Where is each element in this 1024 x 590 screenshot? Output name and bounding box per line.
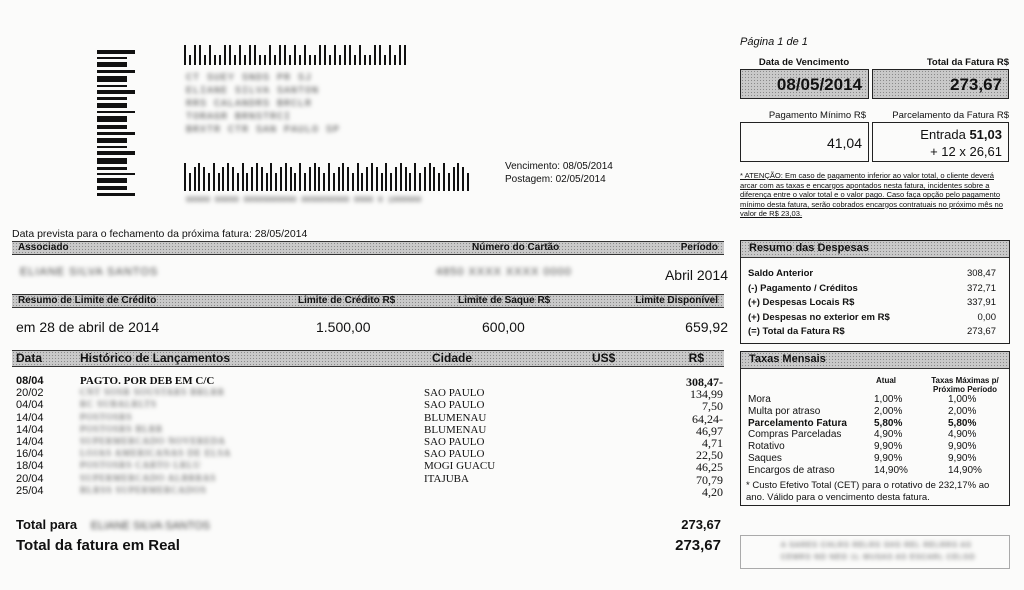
limites-header	[12, 294, 724, 308]
barcode-bar	[97, 158, 127, 164]
resumo-label: (+) Despesas Locais R$	[748, 297, 855, 308]
resumo-label: (=) Total da Fatura R$	[748, 326, 845, 337]
taxa-atual: 5,80%	[874, 417, 903, 429]
barcode-bar	[203, 167, 205, 191]
barcode-bar	[389, 45, 391, 65]
lancamento-valor: 4,71	[702, 436, 723, 450]
barcode-bar	[189, 173, 191, 191]
barcode-bar	[269, 45, 271, 65]
barcode-bar	[328, 163, 330, 191]
barcode-bar	[219, 55, 221, 65]
barcode-bar	[329, 55, 331, 65]
cartao-number: 4850 XXXX XXXX 0000	[436, 266, 572, 278]
barcode-bar	[97, 57, 127, 59]
barcode-bar	[323, 173, 325, 191]
col-brl: R$	[688, 351, 704, 365]
barcode-bar	[97, 97, 127, 100]
barcode-bar	[97, 146, 127, 148]
barcode-bar	[381, 173, 383, 191]
barcode-bar	[342, 163, 344, 191]
barcode-bar	[184, 45, 186, 65]
barcode-bar	[266, 173, 268, 191]
periodo-value: Abril 2014	[664, 267, 728, 283]
footer-line: A SARES CHLRS RELRS SHS REL RELRRS AS	[781, 542, 972, 549]
barcode-bar	[254, 45, 256, 65]
taxa-label: Rotativo	[748, 441, 785, 453]
barcode-bar	[285, 163, 287, 191]
barcode-bar	[344, 45, 346, 65]
taxas-title-bar	[741, 352, 1009, 369]
barcode-bar	[259, 55, 261, 65]
barcode-bar	[404, 45, 406, 65]
barcode-bar	[364, 55, 366, 65]
barcode-bar	[274, 55, 276, 65]
lancamento-cidade: SAO PAULO	[424, 448, 485, 461]
total-para-value: 273,67	[681, 517, 721, 532]
barcode-bar	[275, 173, 277, 191]
barcode-bar	[237, 173, 239, 191]
barcode-bar	[371, 163, 373, 191]
lancamento-valor: 308,47-	[686, 375, 723, 389]
barcode-bar	[429, 163, 431, 191]
barcode-bar	[319, 45, 321, 65]
barcode-bar	[347, 167, 349, 191]
associado-name: ELIANE SILVA SANTOS	[20, 266, 159, 278]
lancamento-row	[16, 399, 723, 414]
barcode-bar	[414, 163, 416, 191]
limite-data: em 28 de abril de 2014	[16, 319, 160, 335]
barcode-bar	[299, 163, 301, 191]
barcode-bar	[419, 173, 421, 191]
barcode-bar	[462, 167, 464, 191]
limite-disponivel-value: 659,92	[685, 319, 728, 335]
barcode-bar	[333, 173, 335, 191]
taxa-label: Mora	[748, 394, 771, 405]
lancamento-valor: 7,50	[702, 399, 723, 414]
barcode-bar	[222, 167, 224, 191]
lancamento-data: 25/04	[16, 484, 44, 497]
taxa-max: 14,90%	[948, 464, 982, 476]
total-real-value: 273,67	[675, 537, 721, 554]
taxa-row	[748, 418, 1008, 430]
taxa-label: Encargos de atraso	[748, 464, 835, 476]
barcode-bar	[194, 167, 196, 191]
lancamento-cidade: SAO PAULO	[424, 387, 485, 400]
cet-note: * Custo Efetivo Total (CET) para o rotativo de 232,17% ao ano. Válido para o vencimento desta fatura.	[746, 480, 990, 503]
taxa-row	[748, 429, 1008, 441]
lancamento-row	[16, 473, 723, 485]
barcode-bar	[97, 76, 127, 82]
resumo-despesas-title-bar	[741, 241, 1009, 258]
barcode-bar	[433, 167, 435, 191]
resumo-despesas-title: Resumo das Despesas	[749, 242, 869, 254]
parcelamento-box	[872, 122, 1009, 162]
barcode-bar	[97, 103, 127, 108]
barcode-bar	[384, 55, 386, 65]
atencao-note: * ATENÇÃO: Em caso de pagamento inferior ao valor total, o cliente deverá arcar com as taxas e encargos apontados nesta fatura, incidentes sobre a diferença entre o valor total e o valor pago. Caso faça opção pelo pagamento mínimo desta fatura, serão cobrados encargos contratuais no próximo mês no valor de R$ 23,03.	[740, 171, 1003, 219]
barcode-bar	[289, 55, 291, 65]
lancamento-row	[16, 448, 723, 463]
lancamento-cidade: MOGI GUACU	[424, 460, 496, 473]
barcode-bar	[357, 163, 359, 191]
taxa-max: 2,00%	[948, 405, 977, 417]
associado-header	[12, 241, 724, 255]
barcode-bar	[361, 173, 363, 191]
barcode-bar	[97, 132, 135, 135]
barcode-bar	[242, 163, 244, 191]
total-fatura-box	[872, 69, 1009, 99]
taxa-atual: 1,00%	[874, 394, 903, 405]
taxa-row	[748, 406, 1008, 418]
taxas-col-max: Taxas Máximas p/ Próximo Período	[931, 376, 999, 394]
barcode-bar	[304, 173, 306, 191]
barcode-bar	[208, 173, 210, 191]
barcode-bar	[374, 45, 376, 65]
lancamento-row	[16, 460, 723, 475]
barcode-bar	[318, 167, 320, 191]
barcode-bar	[244, 55, 246, 65]
barcode-bar	[239, 45, 241, 65]
address-line: TORAGR BRNSTRCI	[186, 112, 292, 123]
barcode-bar	[379, 45, 381, 65]
barcode-bar	[256, 163, 258, 191]
resumo-value: 0,00	[977, 311, 996, 323]
barcode-bar	[194, 45, 196, 65]
pagamento-minimo-title: Pagamento Mínimo R$	[768, 110, 866, 121]
barcode-bar	[199, 45, 201, 65]
taxa-label: Saques	[748, 453, 782, 464]
lancamento-data: 20/02	[16, 387, 44, 400]
barcode-bar	[209, 45, 211, 65]
resumo-row	[748, 326, 996, 337]
barcode-bar	[424, 167, 426, 191]
barcode-bar	[390, 173, 392, 191]
resumo-label: (+) Despesas no exterior em R$	[748, 311, 890, 323]
taxa-row	[748, 465, 1008, 477]
limite-saque-value: 600,00	[482, 319, 525, 335]
barcode-bar	[314, 55, 316, 65]
lancamento-data: 14/04	[16, 411, 44, 424]
limite-disponivel-label: Limite Disponível	[635, 295, 718, 306]
barcode-bar	[218, 173, 220, 191]
lancamento-historico: POSTOSRS BLRR	[80, 423, 164, 434]
barcode-bar	[280, 167, 282, 191]
resumo-row	[748, 297, 996, 308]
vertical-barcode	[97, 50, 135, 210]
barcode-bar	[400, 163, 402, 191]
taxa-max: 9,90%	[948, 453, 977, 464]
lancamento-row	[16, 485, 723, 497]
total-real-label: Total da fatura em Real	[16, 537, 180, 554]
barcode-bar	[249, 45, 251, 65]
taxa-max: 1,00%	[948, 394, 977, 405]
resumo-row	[748, 283, 996, 294]
limite-credito-value: 1.500,00	[316, 319, 371, 335]
taxa-atual: 9,90%	[874, 441, 903, 453]
barcode-bar	[224, 45, 226, 65]
total-para-row	[16, 517, 721, 532]
barcode-bar	[97, 90, 135, 94]
taxa-label: Compras Parceladas	[748, 429, 842, 441]
barcode-bar	[395, 167, 397, 191]
barcode-bar	[299, 55, 301, 65]
lancamento-valor: 46,97	[696, 423, 723, 438]
lancamento-cidade: SAO PAULO	[424, 399, 485, 412]
barcode-bar	[309, 167, 311, 191]
taxa-max: 9,90%	[948, 441, 977, 453]
lancamento-historico: SUPERMERCADO NOVEREDA	[80, 436, 226, 446]
lancamento-historico: RC SUBALRLTS	[80, 399, 157, 410]
lancamento-row	[16, 436, 723, 448]
col-historico: Histórico de Lançamentos	[80, 351, 231, 365]
resumo-limite-label: Resumo de Limite de Crédito	[18, 295, 157, 306]
fechamento-text: Data prevista para o fechamento da próxima fatura: 28/05/2014	[12, 228, 308, 240]
associado-label: Associado	[18, 242, 69, 253]
barcode-bar	[97, 111, 135, 113]
footer-message-box	[740, 535, 1010, 569]
barcode-bar	[261, 167, 263, 191]
lancamento-data: 08/04	[16, 375, 44, 387]
col-data: Data	[16, 351, 43, 365]
lancamento-historico: BLRSS SUPERMERCADOS	[80, 484, 207, 495]
barcode-bar	[279, 45, 281, 65]
postal-barcode	[184, 163, 474, 191]
lancamento-cidade: BLUMENAU	[424, 423, 487, 436]
barcode-bar	[294, 45, 296, 65]
resumo-label: Saldo Anterior	[748, 268, 814, 279]
lancamento-valor: 46,25	[696, 460, 723, 475]
barcode-bar	[97, 50, 135, 54]
lancamento-row	[16, 375, 723, 387]
taxa-row	[748, 441, 1008, 453]
col-usd: US$	[592, 351, 616, 365]
barcode-bar	[189, 55, 191, 65]
barcode-bar	[366, 167, 368, 191]
vencimento-box	[740, 69, 869, 99]
lancamentos-header	[12, 350, 724, 367]
vencimento-text: Vencimento: 08/05/2014	[505, 161, 613, 172]
barcode-bar	[97, 178, 127, 183]
barcode-bar	[324, 45, 326, 65]
total-fatura-title: Total da Fatura R$	[926, 57, 1009, 68]
address-line: BRXTR CTR SAN PAULO SP	[186, 125, 341, 136]
lancamento-cidade: SAO PAULO	[424, 436, 485, 448]
barcode-bar	[394, 55, 396, 65]
barcode-bar	[213, 163, 215, 191]
lancamento-historico: POSTOSRS CARTO LRLU	[80, 460, 202, 471]
barcode-bar	[453, 167, 455, 191]
address-line: ELIANE SILVA SANTON	[186, 86, 320, 97]
lancamento-data: 04/04	[16, 399, 44, 412]
lancamento-row	[16, 387, 723, 402]
resumo-row	[748, 268, 996, 279]
barcode-bar	[334, 45, 336, 65]
barcode-bar	[232, 167, 234, 191]
barcode-caption: 00000 00000 00000000000 0000000000 0000 0 1000000	[186, 196, 422, 205]
barcode-bar	[227, 163, 229, 191]
resumo-value: 273,67	[966, 326, 996, 337]
taxa-atual: 14,90%	[874, 464, 908, 476]
barcode-bar	[97, 151, 135, 155]
barcode-bar	[354, 55, 356, 65]
lancamento-historico: SUPERMERCADO ALBRRAS	[80, 472, 217, 483]
barcode-bar	[97, 186, 127, 190]
barcode-bar	[376, 167, 378, 191]
barcode-bar	[251, 167, 253, 191]
lancamento-data: 18/04	[16, 460, 44, 473]
barcode-bar	[338, 167, 340, 191]
barcode-bar	[339, 55, 341, 65]
parcelamento-line2: + 12 x 26,61	[930, 144, 1002, 159]
barcode-bar	[448, 173, 450, 191]
parcelamento-line1	[920, 127, 1002, 142]
barcode-bar	[294, 173, 296, 191]
barcode-bar	[97, 62, 127, 67]
barcode-bar	[438, 173, 440, 191]
vencimento-value: 08/05/2014	[776, 75, 862, 94]
barcode-bar	[97, 173, 135, 175]
barcode-bar	[264, 55, 266, 65]
resumo-row	[748, 312, 996, 323]
lancamento-row	[16, 412, 723, 424]
barcode-bar	[290, 167, 292, 191]
cartao-label: Número do Cartão	[472, 242, 560, 253]
lancamento-historico: LOJAS AMERICANAS DE ELSA	[80, 448, 232, 459]
limite-credito-label: Limite de Crédito R$	[298, 295, 396, 306]
barcode-bar	[234, 55, 236, 65]
barcode-bar	[204, 55, 206, 65]
lancamento-valor: 22,50	[696, 448, 723, 463]
lancamento-valor: 70,79	[696, 472, 723, 487]
barcode-bar	[467, 173, 469, 191]
parcelamento-entrada-value: 51,03	[969, 127, 1002, 142]
barcode-bar	[97, 70, 135, 73]
total-real-row	[16, 537, 721, 554]
periodo-label: Período	[680, 242, 718, 253]
barcode-bar	[184, 163, 186, 191]
col-cidade: Cidade	[432, 351, 473, 365]
pagamento-minimo-box	[740, 122, 869, 162]
taxa-max: 5,80%	[948, 417, 977, 429]
barcode-bar	[457, 163, 459, 191]
taxa-max: 4,90%	[948, 429, 977, 441]
lancamento-historico: PAGTO. POR DEB EM C/C	[80, 375, 215, 387]
total-para-name: ELIANE SILVA SANTOS	[90, 520, 211, 532]
postagem-text: Postagem: 02/05/2014	[505, 174, 606, 185]
barcode-bar	[443, 163, 445, 191]
taxa-label: Parcelamento Fatura	[748, 417, 847, 429]
barcode-bar	[309, 55, 311, 65]
taxas-title: Taxas Mensais	[749, 353, 826, 365]
top-barcode	[184, 45, 444, 67]
parcelamento-title: Parcelamento da Fatura R$	[892, 110, 1009, 121]
lancamento-data: 14/04	[16, 436, 44, 448]
barcode-bar	[97, 138, 127, 143]
taxa-atual: 4,90%	[874, 429, 903, 441]
barcode-bar	[97, 167, 127, 170]
barcode-bar	[97, 116, 127, 122]
barcode-bar	[304, 45, 306, 65]
barcode-bar	[369, 55, 371, 65]
taxa-row	[748, 453, 1008, 465]
taxa-label: Multa por atraso	[748, 405, 821, 417]
barcode-bar	[229, 45, 231, 65]
barcode-bar	[214, 55, 216, 65]
barcode-bar	[399, 45, 401, 65]
pagamento-minimo-value: 41,04	[826, 135, 862, 151]
lancamento-row	[16, 424, 723, 436]
taxa-atual: 2,00%	[874, 405, 903, 417]
barcode-bar	[405, 167, 407, 191]
barcode-bar	[409, 173, 411, 191]
barcode-bar	[97, 125, 127, 129]
page-number: Página 1 de 1	[740, 36, 808, 48]
total-fatura-value: 273,67	[950, 75, 1002, 94]
lancamento-valor: 4,20	[702, 484, 723, 499]
barcode-bar	[246, 173, 248, 191]
vencimento-title: Data de Vencimento	[758, 57, 850, 68]
parcelamento-entrada-label: Entrada	[920, 127, 970, 142]
taxa-atual: 9,90%	[874, 453, 903, 464]
barcode-bar	[97, 193, 135, 196]
footer-line: CEMRS NO NEO 1L MUSAS AS ESCARL CELSO	[781, 554, 976, 561]
barcode-bar	[385, 163, 387, 191]
barcode-bar	[349, 45, 351, 65]
lancamento-data: 20/04	[16, 472, 44, 485]
address-line: RRS CALANDRS BRCLR	[186, 99, 313, 110]
limite-saque-label: Limite de Saque R$	[458, 295, 551, 306]
barcode-bar	[270, 163, 272, 191]
barcode-bar	[198, 163, 200, 191]
lancamento-cidade: ITAJUBA	[424, 472, 469, 485]
barcode-bar	[284, 45, 286, 65]
lancamento-valor: 134,99	[690, 387, 723, 402]
lancamento-historico: CNT SOSR SOUSTARS BRLRR	[80, 387, 225, 398]
address-line: CT SUEY SNDS PR SJ	[186, 73, 313, 84]
barcode-bar	[314, 163, 316, 191]
barcode-bar	[352, 173, 354, 191]
lancamento-data: 14/04	[16, 423, 44, 436]
barcode-bar	[359, 45, 361, 65]
lancamento-valor: 64,24-	[692, 411, 723, 426]
lancamento-data: 16/04	[16, 448, 44, 461]
barcode-bar	[97, 85, 127, 87]
resumo-value: 337,91	[966, 297, 996, 308]
address-block	[186, 72, 340, 137]
lancamento-cidade: BLUMENAU	[424, 411, 487, 424]
lancamento-historico: POSTOSRS	[80, 411, 133, 422]
taxas-col-atual: Atual	[876, 376, 896, 385]
taxa-row	[748, 394, 1008, 406]
resumo-value: 308,47	[966, 268, 996, 279]
resumo-value: 372,71	[966, 282, 996, 294]
total-para-label: Total para	[16, 517, 78, 532]
resumo-label: (-) Pagamento / Créditos	[748, 282, 858, 294]
